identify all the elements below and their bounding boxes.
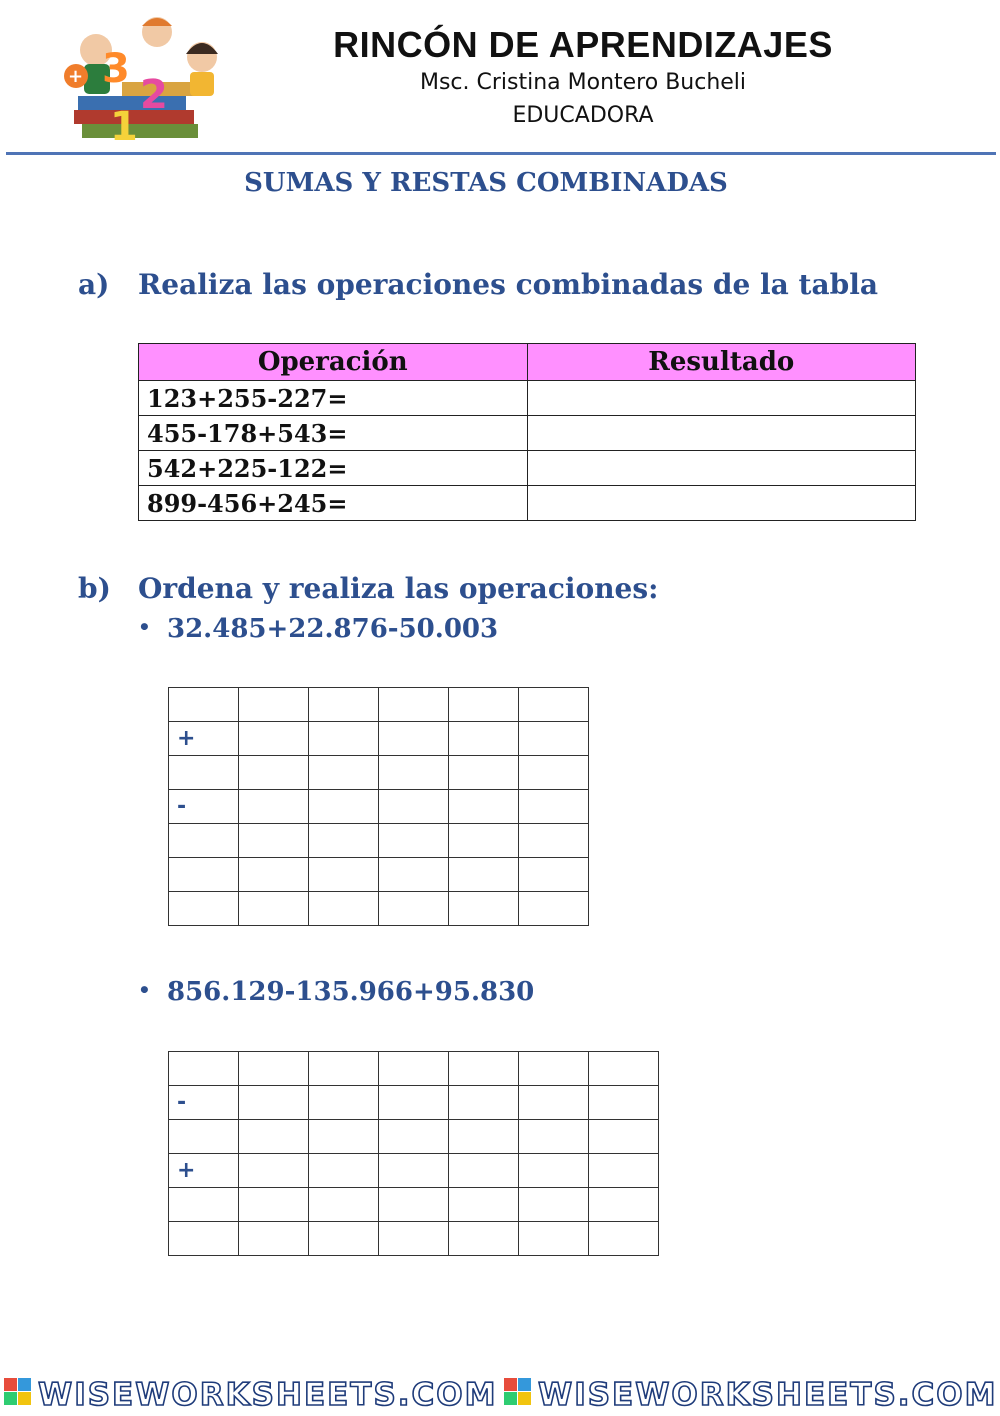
operation-cell: 899-456+245= bbox=[139, 486, 528, 521]
grid-digit-cell[interactable] bbox=[239, 1188, 309, 1222]
svg-text:3: 3 bbox=[102, 46, 130, 92]
operation-cell: 123+255-227= bbox=[139, 381, 528, 416]
result-cell[interactable] bbox=[527, 416, 916, 451]
grid-digit-cell[interactable] bbox=[449, 1120, 519, 1154]
operation-cell: 542+225-122= bbox=[139, 451, 528, 486]
grid-digit-cell[interactable] bbox=[379, 1188, 449, 1222]
svg-text:+: + bbox=[68, 66, 84, 87]
operation-cell: 455-178+543= bbox=[139, 416, 528, 451]
grid-digit-cell[interactable] bbox=[309, 790, 379, 824]
grid-digit-cell[interactable] bbox=[309, 722, 379, 756]
grid-digit-cell[interactable] bbox=[449, 1154, 519, 1188]
grid-digit-cell[interactable] bbox=[589, 1222, 659, 1256]
grid-sign-cell[interactable]: - bbox=[169, 790, 239, 824]
table-row bbox=[139, 416, 916, 451]
grid-sign-cell[interactable] bbox=[169, 688, 239, 722]
grid-digit-cell[interactable] bbox=[519, 1222, 589, 1256]
grid-digit-cell[interactable] bbox=[379, 722, 449, 756]
grid-digit-cell[interactable] bbox=[309, 824, 379, 858]
section-b-heading bbox=[78, 572, 658, 605]
grid-digit-cell[interactable] bbox=[449, 1188, 519, 1222]
grid-digit-cell[interactable] bbox=[239, 1086, 309, 1120]
grid-row bbox=[169, 1188, 659, 1222]
grid-sign-cell[interactable] bbox=[169, 858, 239, 892]
grid-digit-cell[interactable] bbox=[519, 1120, 589, 1154]
table-row bbox=[139, 381, 916, 416]
section-b-instruction: Ordena y realiza las operaciones: bbox=[138, 572, 659, 605]
table-row bbox=[139, 451, 916, 486]
grid-digit-cell[interactable] bbox=[309, 1188, 379, 1222]
grid-digit-cell[interactable] bbox=[449, 722, 519, 756]
grid-sign-cell[interactable] bbox=[169, 1188, 239, 1222]
watermark-text: WISEWORKSHEETS.COM bbox=[538, 1377, 998, 1412]
grid-digit-cell[interactable] bbox=[309, 756, 379, 790]
result-cell[interactable] bbox=[527, 451, 916, 486]
grid-sign-cell[interactable]: - bbox=[169, 1086, 239, 1120]
grid-digit-cell[interactable] bbox=[379, 1052, 449, 1086]
section-a-heading bbox=[78, 268, 878, 301]
grid-digit-cell[interactable] bbox=[449, 1222, 519, 1256]
grid-digit-cell[interactable] bbox=[309, 1154, 379, 1188]
exercise-2-grid[interactable] bbox=[168, 1051, 659, 1256]
grid-digit-cell[interactable] bbox=[589, 1154, 659, 1188]
grid-digit-cell[interactable] bbox=[239, 1052, 309, 1086]
grid-digit-cell[interactable] bbox=[519, 722, 589, 756]
grid-digit-cell[interactable] bbox=[449, 892, 519, 926]
grid-row bbox=[169, 756, 589, 790]
grid-digit-cell[interactable] bbox=[449, 824, 519, 858]
result-cell[interactable] bbox=[527, 486, 916, 521]
grid-row bbox=[169, 858, 589, 892]
grid-digit-cell[interactable] bbox=[309, 1120, 379, 1154]
grid-digit-cell[interactable] bbox=[589, 1188, 659, 1222]
grid-digit-cell[interactable] bbox=[449, 858, 519, 892]
exercise-2-item bbox=[138, 977, 534, 1007]
grid-digit-cell[interactable] bbox=[519, 1188, 589, 1222]
grid-digit-cell[interactable] bbox=[519, 824, 589, 858]
grid-digit-cell[interactable] bbox=[519, 688, 589, 722]
section-a-instruction: Realiza las operaciones combinadas de la tabla bbox=[138, 268, 878, 301]
header-divider bbox=[6, 152, 996, 155]
grid-sign-cell[interactable]: + bbox=[169, 1154, 239, 1188]
kids-numbers-illustration bbox=[62, 12, 232, 147]
grid-digit-cell[interactable] bbox=[519, 790, 589, 824]
grid-digit-cell[interactable] bbox=[309, 892, 379, 926]
grid-row bbox=[169, 1120, 659, 1154]
grid-digit-cell[interactable] bbox=[309, 688, 379, 722]
grid-digit-cell[interactable] bbox=[589, 1052, 659, 1086]
grid-sign-cell[interactable] bbox=[169, 1120, 239, 1154]
grid-digit-cell[interactable] bbox=[589, 1086, 659, 1120]
grid-digit-cell[interactable] bbox=[449, 1086, 519, 1120]
grid-sign-cell[interactable] bbox=[169, 756, 239, 790]
exercise-1-item bbox=[138, 614, 498, 644]
section-b-label: b) bbox=[78, 572, 111, 605]
exercise-2-expression: 856.129-135.966+95.830 bbox=[167, 977, 535, 1007]
grid-sign-cell[interactable] bbox=[169, 824, 239, 858]
grid-digit-cell[interactable] bbox=[239, 1120, 309, 1154]
svg-text:2: 2 bbox=[140, 72, 168, 118]
grid-digit-cell[interactable] bbox=[379, 688, 449, 722]
exercise-1-grid[interactable] bbox=[168, 687, 589, 926]
grid-row bbox=[169, 1222, 659, 1256]
grid-row bbox=[169, 1154, 659, 1188]
grid-digit-cell[interactable] bbox=[239, 1154, 309, 1188]
grid-digit-cell[interactable] bbox=[379, 1222, 449, 1256]
grid-digit-cell[interactable] bbox=[239, 790, 309, 824]
grid-digit-cell[interactable] bbox=[309, 1052, 379, 1086]
grid-digit-cell[interactable] bbox=[519, 1154, 589, 1188]
grid-digit-cell[interactable] bbox=[519, 858, 589, 892]
grid-digit-cell[interactable] bbox=[379, 1086, 449, 1120]
grid-row bbox=[169, 1086, 659, 1120]
worksheet-title: SUMAS Y RESTAS COMBINADAS bbox=[244, 168, 728, 198]
grid-digit-cell[interactable] bbox=[379, 824, 449, 858]
watermark-text: WISEWORKSHEETS.COM bbox=[38, 1377, 498, 1412]
watermark-logo-icon bbox=[504, 1378, 531, 1405]
grid-digit-cell[interactable] bbox=[519, 1086, 589, 1120]
grid-digit-cell[interactable] bbox=[379, 790, 449, 824]
watermark-strip bbox=[0, 1372, 1000, 1412]
header-logo bbox=[62, 12, 232, 147]
bullet-icon: • bbox=[138, 615, 151, 639]
grid-row bbox=[169, 1052, 659, 1086]
grid-digit-cell[interactable] bbox=[239, 688, 309, 722]
grid-digit-cell[interactable] bbox=[519, 756, 589, 790]
footer-watermark bbox=[0, 1372, 1000, 1412]
header-author: Msc. Cristina Montero Bucheli bbox=[419, 70, 747, 95]
grid-digit-cell[interactable] bbox=[449, 756, 519, 790]
exercise-1-expression: 32.485+22.876-50.003 bbox=[167, 614, 499, 644]
bullet-icon: • bbox=[138, 978, 151, 1002]
grid-sign-cell[interactable] bbox=[169, 892, 239, 926]
svg-text:1: 1 bbox=[110, 104, 138, 147]
grid-digit-cell[interactable] bbox=[449, 1052, 519, 1086]
grid-digit-cell[interactable] bbox=[379, 756, 449, 790]
grid-digit-cell[interactable] bbox=[379, 1120, 449, 1154]
grid-digit-cell[interactable] bbox=[239, 824, 309, 858]
grid-digit-cell[interactable] bbox=[309, 1222, 379, 1256]
table-row bbox=[139, 486, 916, 521]
grid-digit-cell[interactable] bbox=[449, 790, 519, 824]
grid-digit-cell[interactable] bbox=[239, 756, 309, 790]
grid-digit-cell[interactable] bbox=[379, 1154, 449, 1188]
header-role: EDUCADORA bbox=[512, 103, 654, 128]
operations-table-header bbox=[139, 344, 916, 381]
column-header-result: Resultado bbox=[527, 344, 916, 381]
grid-sign-cell[interactable] bbox=[169, 1222, 239, 1256]
grid-digit-cell[interactable] bbox=[519, 1052, 589, 1086]
grid-sign-cell[interactable]: + bbox=[169, 722, 239, 756]
grid-digit-cell[interactable] bbox=[239, 892, 309, 926]
column-header-operation: Operación bbox=[139, 344, 528, 381]
grid-digit-cell[interactable] bbox=[239, 858, 309, 892]
grid-row bbox=[169, 790, 589, 824]
grid-digit-cell[interactable] bbox=[379, 892, 449, 926]
grid-digit-cell[interactable] bbox=[309, 1086, 379, 1120]
grid-digit-cell[interactable] bbox=[519, 892, 589, 926]
watermark-logo-icon bbox=[4, 1378, 31, 1405]
operations-table bbox=[138, 343, 916, 521]
header-title: RINCÓN DE APRENDIZAJES bbox=[333, 24, 833, 65]
grid-digit-cell[interactable] bbox=[449, 688, 519, 722]
grid-digit-cell[interactable] bbox=[379, 858, 449, 892]
section-a-label: a) bbox=[78, 268, 110, 301]
grid-row bbox=[169, 824, 589, 858]
grid-digit-cell[interactable] bbox=[589, 1120, 659, 1154]
grid-digit-cell[interactable] bbox=[239, 1222, 309, 1256]
result-cell[interactable] bbox=[527, 381, 916, 416]
grid-row bbox=[169, 892, 589, 926]
grid-row bbox=[169, 688, 589, 722]
grid-sign-cell[interactable] bbox=[169, 1052, 239, 1086]
grid-row bbox=[169, 722, 589, 756]
grid-digit-cell[interactable] bbox=[309, 858, 379, 892]
grid-digit-cell[interactable] bbox=[239, 722, 309, 756]
